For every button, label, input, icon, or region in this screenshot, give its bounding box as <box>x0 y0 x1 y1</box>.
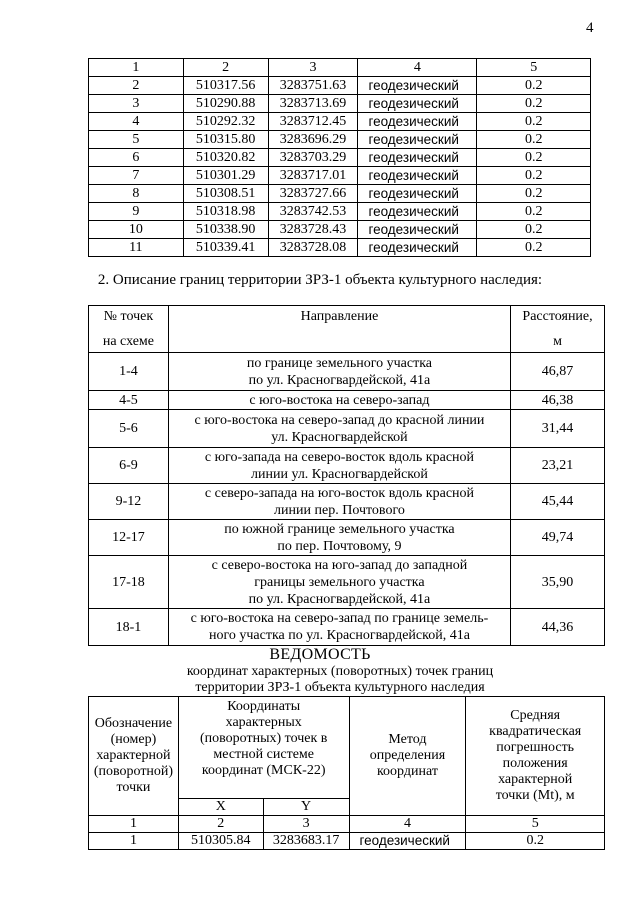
header-line: Метод <box>388 732 427 747</box>
direction-line: линии ул. Красногвардейской <box>250 466 428 482</box>
header-distance <box>511 306 605 353</box>
coord-y: 3283696.29 <box>268 131 358 149</box>
error: 0.2 <box>477 149 591 167</box>
header-line: точки <box>116 780 151 795</box>
column-number: 5 <box>477 59 591 77</box>
segment-distance: 44,36 <box>511 609 605 646</box>
point-number: 6 <box>89 149 184 167</box>
segment-direction <box>168 609 510 646</box>
subtitle-line: территории ЗРЗ-1 объекта культурного наследия <box>195 680 485 695</box>
header-text: № точек <box>103 309 154 324</box>
header-point-designation <box>89 697 179 816</box>
point-number: 9 <box>89 203 184 221</box>
coord-x: 510315.80 <box>183 131 268 149</box>
header-text: м <box>553 334 562 349</box>
direction-line: с юго-востока на северо-запад до красной линии <box>194 412 485 428</box>
segment-distance: 49,74 <box>511 520 605 556</box>
segment-points: 9-12 <box>89 484 169 520</box>
segment-distance: 31,44 <box>511 410 605 448</box>
column-number: 3 <box>263 816 349 833</box>
direction-line: по ул. Красногвардейской, 41а <box>248 372 431 388</box>
point-number: 11 <box>89 239 184 257</box>
coord-y: 3283717.01 <box>268 167 358 185</box>
error: 0.2 <box>477 221 591 239</box>
error: 0.2 <box>477 185 591 203</box>
method: геодезический <box>358 239 477 257</box>
direction-line: границы земельного участка <box>254 574 425 590</box>
segment-direction <box>168 353 510 391</box>
segment-points: 4-5 <box>89 391 169 410</box>
table-number-row <box>89 816 605 833</box>
direction-line: линии пер. Почтового <box>274 502 405 518</box>
segment-points: 6-9 <box>89 448 169 484</box>
column-number: 3 <box>268 59 358 77</box>
method: геодезический <box>358 203 477 221</box>
header-line: характерной <box>498 772 573 787</box>
page-number: 4 <box>586 20 594 36</box>
direction-line: по южной границе земельного участка <box>224 521 455 537</box>
table-row <box>89 353 605 391</box>
coordinates-table-continued <box>88 58 591 257</box>
header-line: точки (Mt), м <box>495 788 575 803</box>
header-line: (номер) <box>110 732 157 747</box>
coord-x: 510317.56 <box>183 77 268 95</box>
table-row <box>89 833 605 850</box>
header-line: (поворотных) точек в <box>200 731 328 746</box>
error: 0.2 <box>477 203 591 221</box>
table-row <box>89 149 591 167</box>
segment-points: 1-4 <box>89 353 169 391</box>
error: 0.2 <box>477 95 591 113</box>
coord-y: 3283727.66 <box>268 185 358 203</box>
header-points <box>89 306 169 353</box>
table-row <box>89 77 591 95</box>
table-row <box>89 448 605 484</box>
segment-direction <box>168 484 510 520</box>
vedomost-title: ВЕДОМОСТЬ <box>269 646 371 663</box>
header-line: характерной <box>96 748 171 763</box>
segment-distance: 35,90 <box>511 556 605 609</box>
method: геодезический <box>349 833 466 850</box>
method: геодезический <box>358 167 477 185</box>
vedomost-subtitle <box>0 664 640 696</box>
header-line: Средняя <box>510 708 561 723</box>
column-number: 2 <box>178 816 263 833</box>
header-coordinates <box>178 697 349 799</box>
section-2-title: 2. Описание границ территории ЗРЗ-1 объекта культурного наследия: <box>97 272 543 288</box>
direction-line: по ул. Красногвардейской, 41а <box>248 591 431 607</box>
header-line: Обозначение <box>94 716 173 731</box>
direction-line: с северо-запада на юго-восток вдоль красной <box>204 485 475 501</box>
method: геодезический <box>358 149 477 167</box>
direction-line: по пер. Почтовому, 9 <box>277 538 402 554</box>
subtitle-line: координат характерных (поворотных) точек границ <box>186 664 494 679</box>
header-line: погрешность <box>496 740 575 755</box>
table-header-row <box>89 306 605 353</box>
method: геодезический <box>358 221 477 239</box>
error: 0.2 <box>466 833 605 850</box>
segment-distance: 23,21 <box>511 448 605 484</box>
direction-line: с юго-востока на северо-запад по границе земель- <box>190 611 489 626</box>
coord-x: 510308.51 <box>183 185 268 203</box>
header-direction: Направление <box>168 306 510 353</box>
segment-distance: 45,44 <box>511 484 605 520</box>
table-row <box>89 131 591 149</box>
coord-y: 3283713.69 <box>268 95 358 113</box>
segment-distance: 46,38 <box>511 391 605 410</box>
direction-line: по границе земельного участка <box>246 355 432 371</box>
header-method <box>349 697 466 816</box>
coord-y: 3283742.53 <box>268 203 358 221</box>
boundary-description-table <box>88 305 605 646</box>
segment-direction <box>168 520 510 556</box>
column-number: 1 <box>89 816 179 833</box>
segment-direction <box>168 448 510 484</box>
table-row <box>89 556 605 609</box>
error: 0.2 <box>477 77 591 95</box>
segment-distance: 46,87 <box>511 353 605 391</box>
coord-y: 3283683.17 <box>263 833 349 850</box>
coord-x: 510305.84 <box>178 833 263 850</box>
point-number: 2 <box>89 77 184 95</box>
coord-y: 3283751.63 <box>268 77 358 95</box>
coord-x: 510320.82 <box>183 149 268 167</box>
header-line: квадратическая <box>489 724 582 739</box>
error: 0.2 <box>477 131 591 149</box>
header-line: характерных <box>225 715 302 730</box>
column-number: 4 <box>349 816 466 833</box>
point-number: 1 <box>89 833 179 850</box>
table-row <box>89 410 605 448</box>
method: геодезический <box>358 185 477 203</box>
table-row <box>89 239 591 257</box>
segment-direction <box>168 410 510 448</box>
segment-direction <box>168 391 510 410</box>
coord-x: 510292.32 <box>183 113 268 131</box>
point-number: 4 <box>89 113 184 131</box>
coord-x: 510338.90 <box>183 221 268 239</box>
direction-line: с юго-запада на северо-восток вдоль красной <box>204 449 475 465</box>
table-row <box>89 167 591 185</box>
method: геодезический <box>358 95 477 113</box>
table-row <box>89 221 591 239</box>
segment-direction <box>168 556 510 609</box>
segment-points: 17-18 <box>89 556 169 609</box>
table-header-row <box>89 697 605 799</box>
header-text: на схеме <box>102 334 155 349</box>
coord-y: 3283703.29 <box>268 149 358 167</box>
header-text: Расстояние, <box>522 309 593 324</box>
table-row <box>89 484 605 520</box>
column-number: 4 <box>358 59 477 77</box>
method: геодезический <box>358 113 477 131</box>
coord-x: 510339.41 <box>183 239 268 257</box>
point-number: 10 <box>89 221 184 239</box>
direction-line: ул. Красногвардейской <box>271 429 408 445</box>
error: 0.2 <box>477 113 591 131</box>
column-number: 2 <box>183 59 268 77</box>
table-row <box>89 520 605 556</box>
header-error <box>466 697 605 816</box>
segment-points: 5-6 <box>89 410 169 448</box>
coord-y: 3283728.43 <box>268 221 358 239</box>
table-header-row <box>89 59 591 77</box>
header-line: координат <box>376 764 438 779</box>
method: геодезический <box>358 131 477 149</box>
header-line: положения <box>502 756 568 771</box>
coord-x: 510301.29 <box>183 167 268 185</box>
header-line: координат (МСК-22) <box>201 763 326 778</box>
header-line: (поворотной) <box>93 764 174 779</box>
point-number: 8 <box>89 185 184 203</box>
coord-y: 3283728.08 <box>268 239 358 257</box>
table-row <box>89 391 605 410</box>
segment-points: 12-17 <box>89 520 169 556</box>
point-number: 7 <box>89 167 184 185</box>
table-row <box>89 185 591 203</box>
column-number: 5 <box>466 816 605 833</box>
direction-line: с юго-востока на северо-запад <box>249 392 430 408</box>
header-line: определения <box>369 748 446 763</box>
coord-y: 3283712.45 <box>268 113 358 131</box>
column-number: 1 <box>89 59 184 77</box>
segment-points: 18-1 <box>89 609 169 646</box>
table-row <box>89 95 591 113</box>
error: 0.2 <box>477 239 591 257</box>
direction-line: ного участка по ул. Красногвардейской, 41а <box>208 628 470 643</box>
point-number: 5 <box>89 131 184 149</box>
table-row <box>89 203 591 221</box>
header-line: местной системе <box>213 747 314 762</box>
table-row <box>89 113 591 131</box>
point-number: 3 <box>89 95 184 113</box>
header-line: Координаты <box>227 699 301 714</box>
coordinates-statement-table <box>88 696 605 850</box>
coord-x: 510290.88 <box>183 95 268 113</box>
header-y: Y <box>263 799 349 816</box>
method: геодезический <box>358 77 477 95</box>
table-row <box>89 609 605 646</box>
direction-line: с северо-востока на юго-запад до западной <box>211 557 468 573</box>
coord-x: 510318.98 <box>183 203 268 221</box>
header-x: X <box>178 799 263 816</box>
error: 0.2 <box>477 167 591 185</box>
